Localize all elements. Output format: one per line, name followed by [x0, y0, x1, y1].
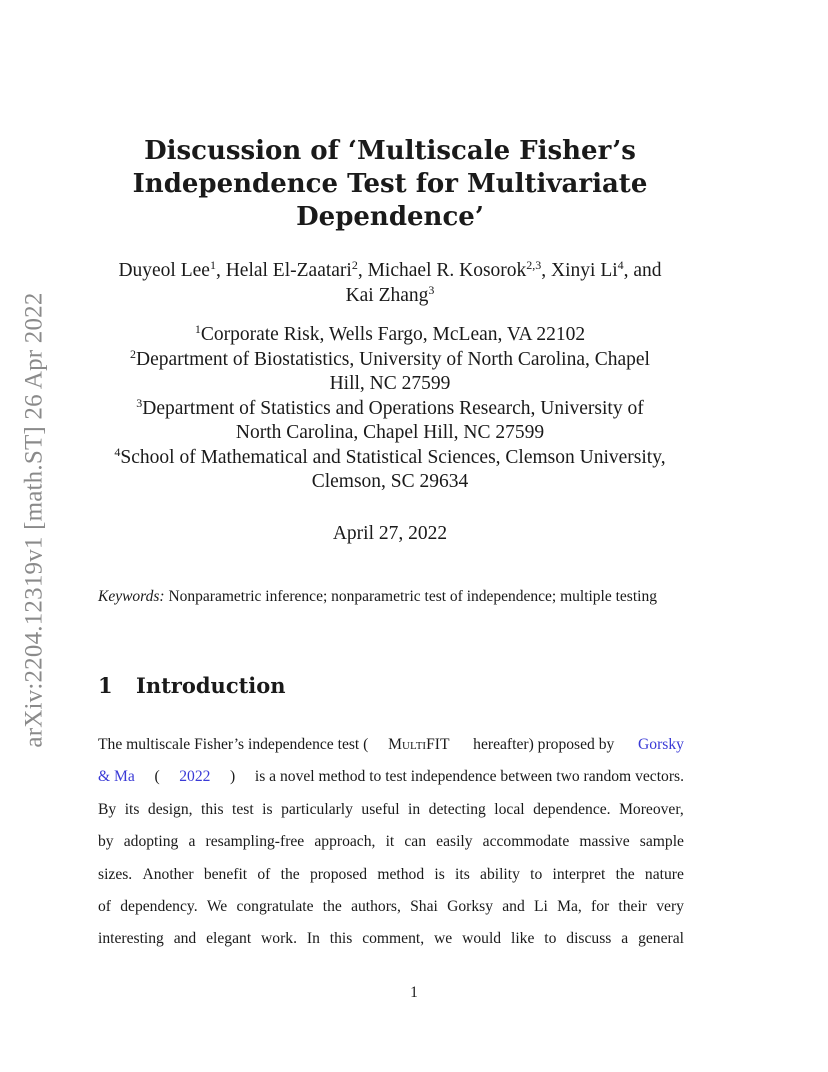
keywords-label: Keywords:: [98, 588, 165, 605]
affiliation-mark: 4: [114, 444, 121, 459]
method-name: MultiFIT: [388, 736, 450, 753]
citation-link[interactable]: & Ma: [98, 768, 135, 786]
citation-year-link[interactable]: 2022: [179, 768, 211, 786]
section-title: Introduction: [136, 673, 286, 698]
section-number: 1: [98, 673, 113, 698]
paragraph-line: by adopting a resampling-free approach, it can easily accommodate massive sample: [98, 833, 684, 851]
author-affiliation-mark: 3: [428, 282, 435, 297]
author-affiliation-mark: 1: [209, 258, 216, 272]
author-name: Helal El-Zaatari: [225, 260, 352, 281]
affiliation-mark: 3: [136, 395, 143, 410]
page-number: 1: [410, 984, 418, 1001]
affiliation-item: $^4$School of Mathematical and Statistical Sciences, Clemson University,: [114, 444, 666, 468]
arxiv-identifier: [18, 270, 52, 770]
author-name: Duyeol Lee: [118, 260, 210, 281]
paragraph-line: interesting and elegant work. In this comment, we would like to discuss a general: [98, 930, 684, 948]
affiliation-item: $^1$Corporate Risk, Wells Fargo, McLean, VA 22102: [194, 322, 586, 345]
author-affiliation-mark: 2: [351, 258, 358, 272]
title-line: Discussion of ‘Multiscale Fisher’s: [144, 136, 636, 166]
intro-paragraph: [98, 729, 684, 956]
author-name: Kai Zhang: [345, 284, 429, 306]
title-line: Independence Test for Multivariate: [132, 169, 648, 199]
arxiv-identifier-text: arXiv:2204.12319v1 [math.ST] 26 Apr 2022: [21, 292, 48, 748]
affiliation-list: $^1$Corporate Risk, Wells Fargo, McLean, VA 22102 $^2$Department of Biostatistics, University of North Carolina, Chapel Hill, NC 27599 $^3$Department of Statistics and Operations Research, University of North Carolina, Chapel Hill, NC 27599 $^4$School of Mathematical and Statistical Sciences, Clemson University, Clemson, SC 29634: [90, 323, 690, 495]
paragraph-line: By its design, this test is particularly useful in detecting local dependence. Moreover,: [98, 800, 684, 818]
author-affiliation-mark: 4: [617, 258, 624, 272]
author-name: Michael R. Kosorok: [367, 260, 527, 281]
affiliation-mark: 1: [194, 322, 201, 336]
paragraph-line: sizes. Another benefit of the proposed method is its ability to interpret the nature: [98, 865, 684, 883]
keywords-text: Nonparametric inference; nonparametric test of independence; multiple testing: [168, 588, 657, 605]
paragraph-line: The multiscale Fisher’s independence test ( MultiFIT hereafter) proposed by Gorsky: [98, 729, 684, 761]
paper-title: [100, 135, 680, 234]
author-affiliation-mark: 2,3: [526, 258, 542, 272]
section-heading: [98, 673, 286, 698]
author-name: Xinyi Li: [551, 260, 618, 281]
paragraph-line: of dependency. We congratulate the authors, Shai Gorksy and Li Ma, for their very: [98, 898, 684, 916]
affiliation-mark: 2: [130, 346, 137, 361]
author-list: Duyeol Lee$^1$, Helal El-Zaatari$^2$, Michael R. Kosorok$^{2,3}$, Xinyi Li$^4$, and Kai Zhang$^3$: [118, 258, 662, 306]
paragraph-line: & Ma ( 2022 ) is a novel method to test independence between two random vectors.: [98, 761, 684, 793]
title-line: Dependence’: [296, 202, 484, 232]
affiliation-item: $^3$Department of Statistics and Operations Research, University of: [136, 395, 644, 419]
citation-link[interactable]: Gorsky: [638, 736, 684, 753]
paper-date: April 27, 2022: [332, 523, 448, 544]
affiliation-item: $^2$Department of Biostatistics, University of North Carolina, Chapel: [130, 346, 650, 370]
keywords: [98, 587, 688, 607]
